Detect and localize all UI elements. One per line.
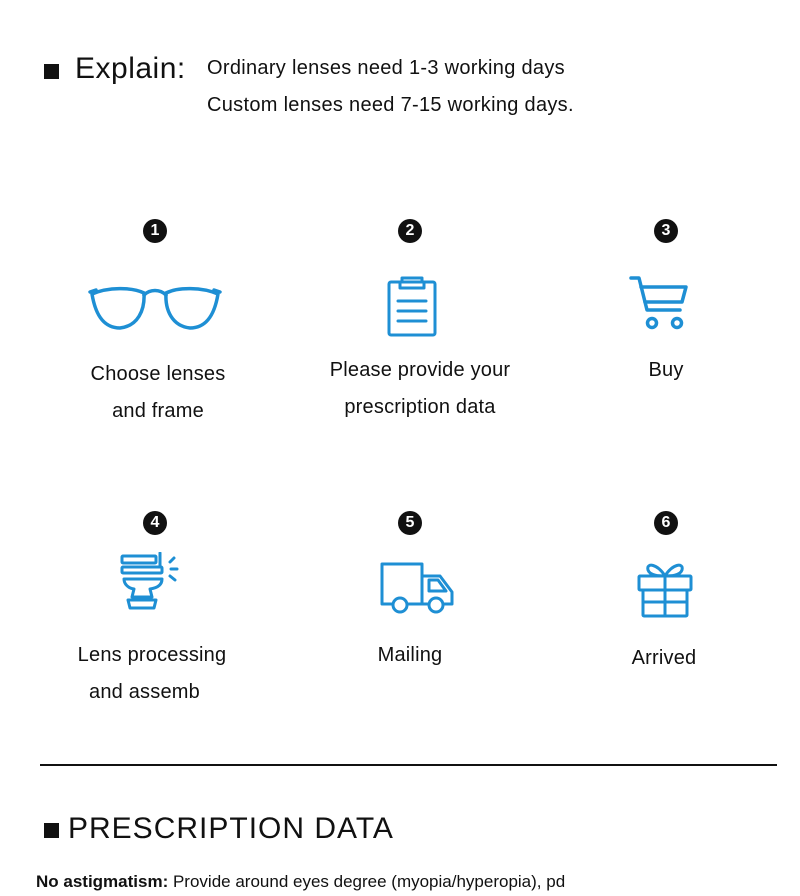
step-label-3-line-1: Buy [648, 359, 684, 381]
prescription-note-label: No astigmatism: [36, 872, 169, 891]
step-label-6 [604, 640, 724, 677]
explain-title: Explain: [75, 52, 186, 85]
step-label-1 [58, 356, 258, 430]
shopping-cart-icon [628, 274, 690, 332]
step-label-5 [350, 637, 470, 674]
clipboard-icon [386, 274, 438, 338]
section-divider [40, 764, 777, 766]
step-label-4-line-1: Lens processing [77, 644, 227, 666]
delivery-truck-icon [378, 560, 456, 614]
glasses-icon [88, 280, 222, 336]
step-number-5: 5 [398, 511, 422, 535]
step-label-3 [606, 352, 726, 389]
step-number-1: 1 [143, 219, 167, 243]
gift-box-icon [636, 558, 694, 620]
step-label-4 [52, 637, 252, 711]
step-number-4: 4 [143, 511, 167, 535]
bullet-square [44, 64, 59, 79]
explain-line-custom: Custom lenses need 7-15 working days. [207, 94, 574, 116]
step-label-6-line-1: Arrived [631, 647, 697, 669]
step-number-3: 3 [654, 219, 678, 243]
step-number-2: 2 [398, 219, 422, 243]
explain-line-ordinary: Ordinary lenses need 1-3 working days [207, 57, 565, 79]
prescription-note-text: Provide around eyes degree (myopia/hyperopia), pd [168, 872, 566, 891]
step-number-6: 6 [654, 511, 678, 535]
prescription-note [36, 872, 565, 892]
anvil-processing-icon [118, 552, 180, 614]
step-label-1-line-1: Choose lenses [90, 363, 226, 385]
step-label-2-line-2: prescription data [344, 396, 496, 418]
step-label-2 [300, 352, 540, 426]
step-label-2-line-1: Please provide your [329, 359, 511, 381]
step-label-5-line-1: Mailing [377, 644, 443, 666]
prescription-title: PRESCRIPTION DATA [68, 812, 394, 845]
step-label-4-line-2: and assemb [89, 681, 200, 703]
step-label-1-line-2: and frame [112, 400, 204, 422]
bullet-square [44, 823, 59, 838]
